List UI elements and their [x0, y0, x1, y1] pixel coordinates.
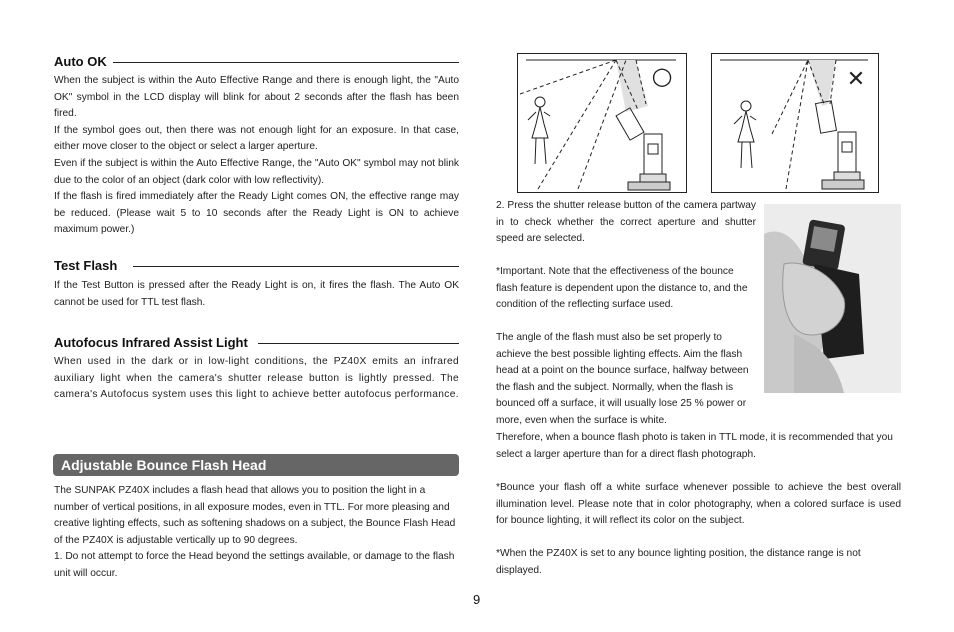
auto-ok-body [54, 73, 459, 239]
bounce-text: The SUNPAK PZ40X includes a flash head that allows you to position the light in a number of vertical positions, in all exposure modes, even in TTL. For more pleasing and creative lighting effects, such as softening shadows on a subject, the Bounce Flash Head of the PZ40X is adjustable vertically up to 90 degrees. [54, 485, 456, 546]
autofocus-heading [54, 335, 459, 350]
heading-rule [258, 343, 459, 344]
bounce-wrong-figure [711, 53, 879, 193]
bounce-title: Adjustable Bounce Flash Head [61, 457, 267, 473]
bounce-warning: 1. Do not attempt to force the Head beyond the settings available, or damage to the flash unit will occur. [54, 551, 455, 579]
autofocus-title: Autofocus Infrared Assist Light [54, 335, 248, 350]
test-flash-text: If the Test Button is pressed after the Ready Light is on, it fires the flash. The Auto OK cannot be used for TTL test flash. [54, 280, 459, 308]
auto-ok-paragraph: If the flash is fired immediately after the Ready Light comes ON, the effective range may be reduced. (Please wait 5 to 10 seconds after the Ready Light is ON to achieve maximum power.) [54, 191, 459, 236]
person-icon [528, 97, 550, 164]
auto-ok-heading [54, 54, 459, 69]
hand-holding-flash-image [764, 204, 901, 393]
important-note: *Important. Note that the effectiveness of the bounce flash feature is dependent upon the distance to, and the condition of the reflecting surface used. [496, 266, 748, 311]
angle-text: The angle of the flash must also be set properly to achieve the best possible lighting effects. Aim the flash head at a point on the bounce surface, halfway between the flash and the subject. Normally, when the flash is bounced off a surface, it will usually lose 25 % power or more, even when the surface is white. [496, 332, 749, 426]
auto-ok-title: Auto OK [54, 54, 107, 69]
person-icon [734, 101, 756, 168]
page-number: 9 [473, 592, 481, 607]
bounce-correct-illustration [518, 54, 686, 192]
auto-ok-paragraph: When the subject is within the Auto Effective Range and there is enough light, the "Auto OK" symbol in the LCD display will blink for about 2 seconds after the flash has been fired. [54, 75, 459, 120]
flash-hand-photo [764, 204, 901, 393]
correct-mark: ○ [651, 62, 673, 90]
bounce-banner [53, 454, 459, 476]
flash-unit-icon [616, 108, 670, 190]
flash-unit-icon [816, 101, 864, 189]
step-2-text: 2. Press the shutter release button of the camera partway in to check whether the correct aperture and shutter speed are selected. [496, 200, 756, 245]
auto-ok-paragraph: If the symbol goes out, then there was not enough light for an exposure. In that case, either move closer to the object or select a larger aperture. [54, 124, 459, 153]
bounce-wrong-illustration [712, 54, 878, 192]
distance-note: *When the PZ40X is set to any bounce lighting position, the distance range is not displayed. [496, 548, 861, 576]
therefore-text: Therefore, when a bounce flash photo is taken in TTL mode, it is recommended that you select a larger aperture than for a direct flash photograph. [496, 432, 893, 460]
wrong-mark: ✕ [846, 67, 866, 92]
test-flash-title: Test Flash [54, 258, 118, 273]
bounce-correct-figure [517, 53, 687, 193]
autofocus-text: When used in the dark or in low-light conditions, the PZ40X emits an infrared auxiliary light when the camera's shutter release button is lightly pressed. The camera's Autofocus system uses this light to achieve better autofocus performance. [54, 356, 459, 401]
heading-rule [133, 266, 459, 267]
test-flash-heading [54, 258, 459, 273]
auto-ok-paragraph: Even if the subject is within the Auto Effective Range, the "Auto OK" symbol may not blink due to the color of an object (dark color with low reflectivity). [54, 157, 459, 186]
heading-rule [113, 62, 459, 63]
white-surface-note: *Bounce your flash off a white surface whenever possible to achieve the best overall illumination level. Please note that in color photography, when a colored surface is used for bounce lighting, it will reflect its color on the subject. [496, 482, 901, 527]
